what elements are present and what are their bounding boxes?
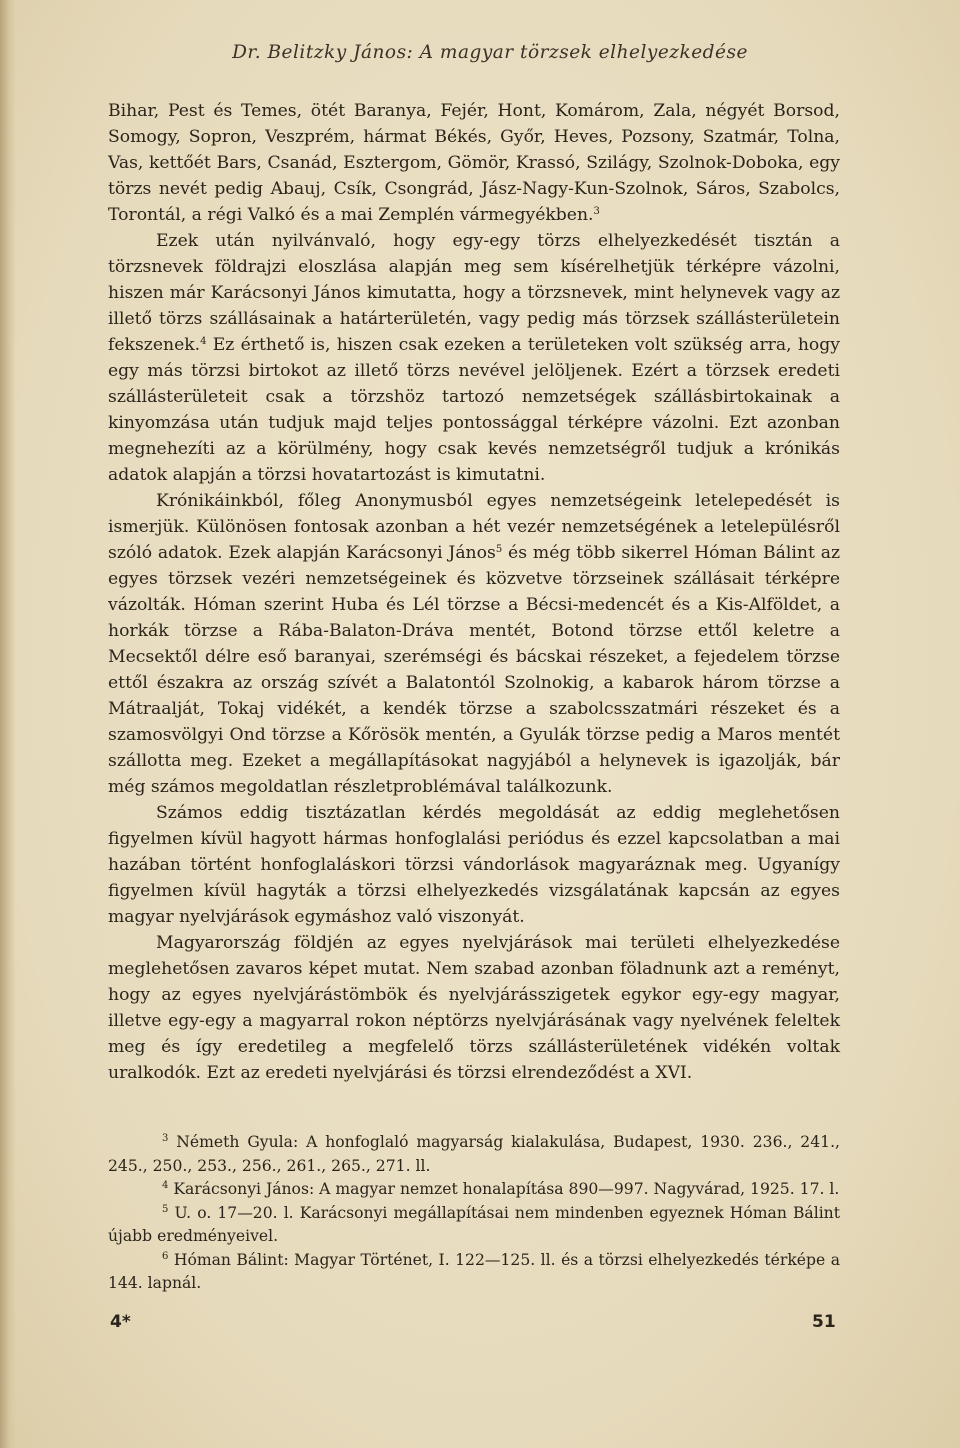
- footnote-text: Németh Gyula: A honfoglaló magyarság kialakulása, Budapest, 1930. 236., 241., 245., 250., 253., 256., 261., 265., 271. ll.: [108, 1133, 840, 1175]
- paragraph-2: [108, 228, 840, 488]
- paragraph-3-text-a: Krónikáinkból, főleg Anonymusból egyes nemzetségeink letelepedését is ismerjük. Különösen fontosak azonban a hét vezér nemzetségének a letelepülésről szóló adatok. Ezek alapján Karácsonyi János: [108, 491, 840, 563]
- paragraph-1: [108, 98, 840, 228]
- paragraph-1-text: Bihar, Pest és Temes, ötét Baranya, Fejér, Hont, Komárom, Zala, négyét Borsod, Somogy, Sopron, Veszprém, hármat Békés, Győr, Heves, Pozsony, Szatmár, Tolna, Vas, kettőét Bars, Csanád, Esztergom, Gömör, Krassó, Szilágy, Szolnok-Doboka, egy törzs nevét pedig Abauj, Csík, Csongrád, Jász-Nagy-Kun-Szolnok, Sáros, Szabolcs, Torontál, a régi Valkó és a mai Zemplén vármegyékben.: [108, 101, 840, 225]
- footnote-number: 6: [162, 1250, 169, 1262]
- page-number: 51: [812, 1312, 836, 1332]
- footnote-text: Hóman Bálint: Magyar Történet, I. 122—125. ll. és a törzsi elhelyezkedés térképe a 144. lapnál.: [108, 1250, 840, 1292]
- footnote-number: 3: [162, 1133, 169, 1144]
- footnote-ref-3[interactable]: 3: [593, 206, 600, 217]
- footnote-number: 4: [162, 1180, 169, 1191]
- paragraph-3: [108, 488, 840, 800]
- body-text: [108, 98, 840, 1086]
- paragraph-4: [108, 800, 840, 930]
- paragraph-2-text-b: Ez érthető is, hiszen csak ezeken a területeken volt szükség arra, hogy egy más törzsi birtokot az illető törzs nevével jelöljenek. Ezért a törzsek eredeti szállásterületeit csak a törzshöz tartozó nemzetségek szállásbirtokainak a kinyomzása után tudjuk majd teljes pontossággal térképre vázolni. Ezt azonban megnehezíti az a körülmény, hogy csak kevés nemzetségről tudjuk a krónikás adatok alapján a törzsi hovatartozást is kimutatni.: [108, 335, 840, 485]
- paragraph-5: [108, 930, 840, 1086]
- page-binding-shadow: [0, 0, 16, 1448]
- footnote-3: [108, 1131, 840, 1178]
- footnote-ref-4[interactable]: 4: [200, 336, 207, 347]
- footnote-text: Karácsonyi János: A magyar nemzet honalapítása 890—997. Nagyvárad, 1925. 17. l.: [173, 1180, 840, 1198]
- footnote-number: 5: [162, 1203, 169, 1215]
- running-head: Dr. Belitzky János: A magyar törzsek elhelyezkedése: [232, 42, 748, 63]
- paragraph-5-text: Magyarország földjén az egyes nyelvjárások mai területi elhelyezkedése meglehetősen zavaros képet mutat. Nem szabad azonban föladnunk azt a reményt, hogy az egyes nyelvjárástömbök és nyelvjárásszigetek egykor egy-egy magyar, illetve egy-egy a magyarral rokon néptörzs nyelvjárásának vagy nyelvének feleltek meg és így eredetileg a megfelelő törzs szállásterületének vidékén voltak uralkodók. Ezt az eredeti nyelvjárási és törzsi elrendeződést a XVI.: [108, 933, 840, 1083]
- paragraph-4-text: Számos eddig tisztázatlan kérdés megoldását az eddig meglehetősen figyelmen kívül hagyott hármas honfoglalási periódus és ezzel kapcsolatban a mai hazában történt honfoglaláskori törzsi vándorlások magyaráznak meg. Ugyanígy figyelmen kívül hagyták a törzsi elhelyezkedés vizsgálatának kapcsán az egyes magyar nyelvjárások egymáshoz való viszonyát.: [108, 803, 840, 927]
- paragraph-2-text-a: Ezek után nyilvánvaló, hogy egy-egy törzs elhelyezkedését tisztán a törzsnevek földrajzi eloszlása alapján meg sem kísérelhetjük térképre vázolni, hiszen már Karácsonyi János kimutatta, hogy a törzsnevek, mint helynevek vagy az illető törzs szállásainak a határterületén, vagy pedig más törzsek szállásterületein fekszenek.: [108, 231, 840, 355]
- footnote-5: [108, 1202, 840, 1249]
- footnote-text: U. o. 17—20. l. Karácsonyi megállapításai nem mindenben egyeznek Hóman Bálint újabb eredményeivel.: [108, 1203, 840, 1245]
- footnotes: [108, 1131, 840, 1296]
- footnote-4: [108, 1178, 840, 1202]
- signature-mark: 4*: [110, 1312, 131, 1332]
- footnote-ref-5[interactable]: 5: [495, 544, 503, 555]
- paragraph-3-text-b: és még több sikerrel Hóman Bálint az egyes törzsek vezéri nemzetségeinek és közvetve törzseinek szállásait térképre vázolták. Hóman szerint Huba és Lél törzse a Bécsi-medencét és a Kis-Alföldet, a horkák törzse a Rába-Balaton-Dráva mentét, Botond törzse ettől keletre a Mecsektől délre eső baranyai, szerémségi és bácskai részeket, a fejedelem törzse ettől északra az ország szívét a Balatontól Szolnokig, a kabarok három törzse a Mátraalját, Tokaj vidékét, a kendék törzse a szabolcsszatmári részeket és a szamosvölgyi Ond törzse a Kőrösök mentén, a Gyulák törzse pedig a Maros mentét szállotta meg. Ezeket a megállapításokat nagyjából a helynevek is igazolják, bár még számos megoldatlan részletproblémával találkozunk.: [108, 543, 841, 797]
- footnote-6: [108, 1249, 840, 1296]
